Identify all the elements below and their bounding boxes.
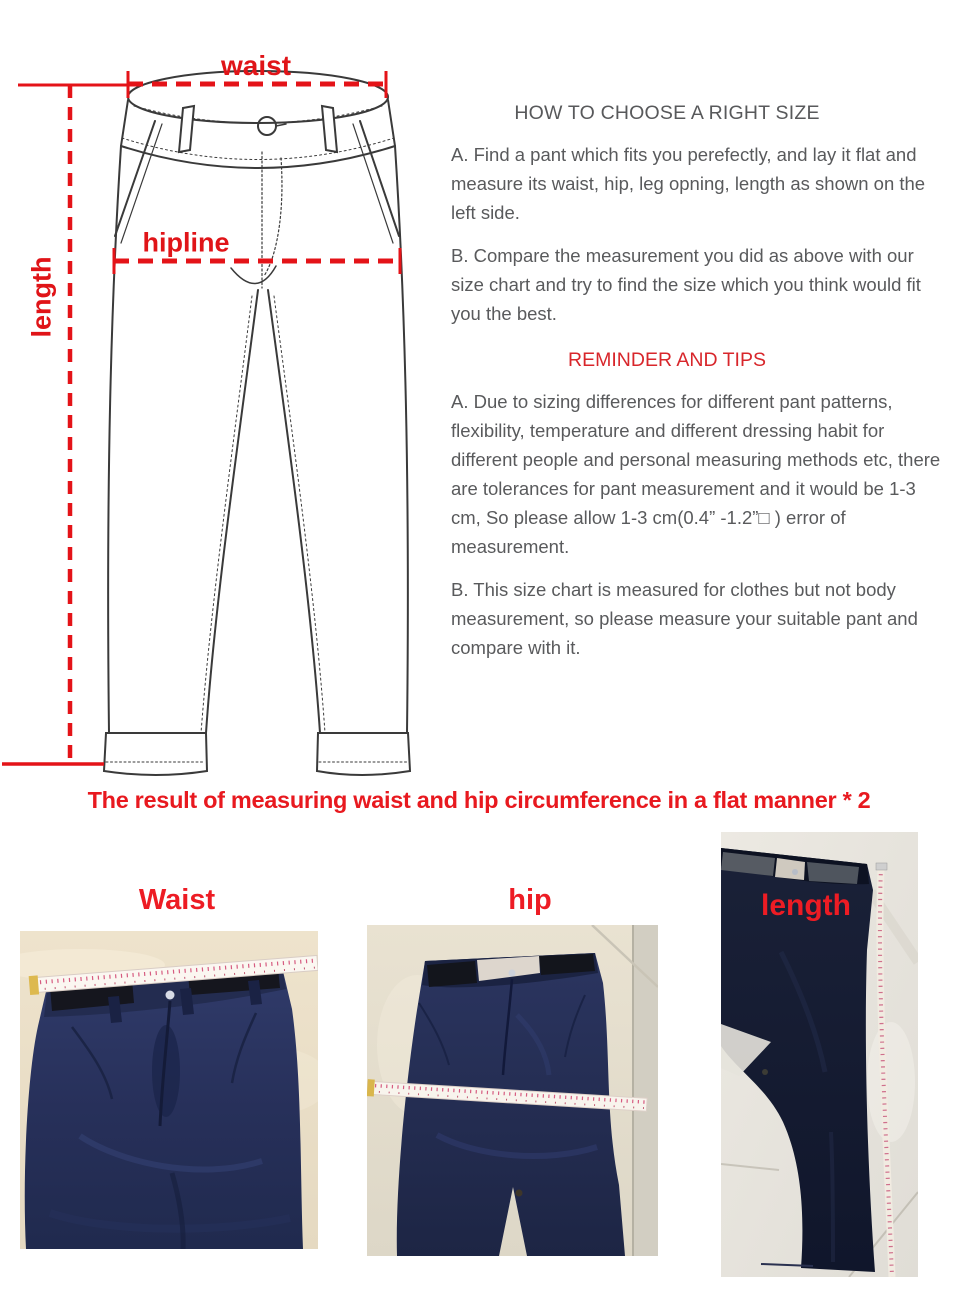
floor-pebble (762, 1069, 768, 1075)
hip-measure-photo (367, 925, 658, 1256)
waist-label: waist (220, 50, 292, 81)
pants-silhouette (25, 967, 303, 1249)
floor-pebble (516, 1190, 523, 1197)
waist-photo-label: Waist (138, 884, 216, 916)
tips-paragraph-a: A. Due to sizing differences for different pant patterns, flexibility, temperature and different dressing habit for different people and personal measuring methods etc, there are tolerances for pant measurement and it would be 1-3 cm, So please allow 1-3 cm(0.4” -1.2”□ ) error of measurement. (451, 391, 941, 557)
hip-photo-image (367, 925, 658, 1256)
tips-title: REMINDER AND TIPS (568, 349, 766, 371)
guide-paragraph-a: A. Find a pant which fits you perefectly, and lay it flat and measure its waist, hip, leg opning, length as shown on the left side. (451, 144, 926, 223)
tips-paragraph-b: B. This size chart is measured for clothes but not body measurement, so please measure your suitable pant and compare with it. (451, 579, 918, 658)
pants-button (792, 869, 798, 875)
pants-button (166, 991, 175, 1000)
hipline-label: hipline (142, 227, 230, 258)
waist-photo-image (20, 931, 318, 1249)
sizing-instructions (451, 100, 948, 662)
guide-title: HOW TO CHOOSE A RIGHT SIZE (514, 102, 820, 124)
length-photo-label: length (761, 889, 851, 922)
hip-photo-label: hip (508, 884, 552, 916)
flat-measure-note: The result of measuring waist and hip circumference in a flat manner * 2 (87, 787, 871, 813)
length-label: length (26, 256, 57, 338)
waist-measure-photo (20, 931, 318, 1249)
pants-outline (104, 71, 410, 775)
measurement-lines (2, 71, 400, 764)
pants-measurement-diagram (0, 0, 440, 785)
guide-paragraph-b: B. Compare the measurement you did as above with our size chart and try to find the size which you think would fit you the best. (451, 245, 921, 324)
pants-button (509, 970, 516, 977)
pants-line-drawing-icon (0, 0, 440, 785)
